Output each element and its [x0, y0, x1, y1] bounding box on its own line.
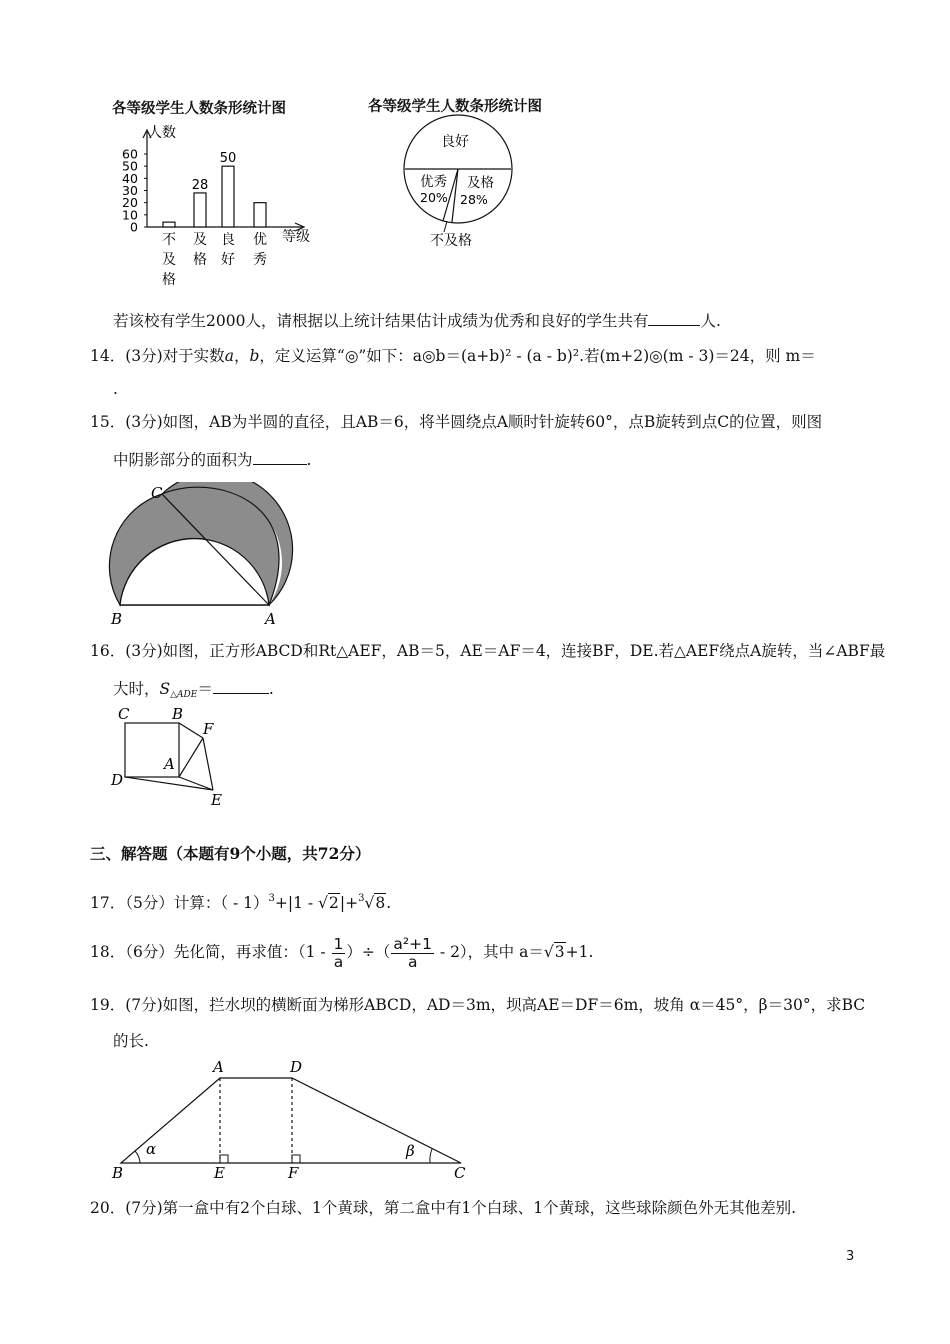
page-number: 3 [846, 1249, 855, 1264]
pie-label-good: 良好 [441, 134, 469, 150]
q19-label-a: A [213, 1058, 224, 1076]
bar-value-label: 28 [191, 177, 209, 193]
pie-chart-title: 各等级学生人数条形统计图 [368, 99, 542, 115]
q19-figure [108, 1057, 478, 1182]
question-14: 14．(3分)对于实数a，b，定义运算“◎”如下：a◎b＝(a+b)² - (a - b)².若(m+2)◎(m - 3)＝24，则 m＝ [90, 347, 816, 365]
pie-label-fail: 不及格 [430, 233, 472, 249]
bar-category-label: 及 [162, 252, 176, 268]
q13-tail: 若该校有学生2000人，请根据以上统计结果估计成绩为优秀和良好的学生共有 人. [113, 309, 721, 332]
q16-figure [108, 703, 238, 808]
bar-category-label: 良 [221, 232, 235, 248]
bar-chart-ytick-label: 50 [122, 158, 138, 174]
q19-label-e: E [214, 1164, 225, 1182]
q16-label-d: D [111, 771, 124, 789]
q19-label-c: C [454, 1164, 466, 1182]
q16-label-b: B [172, 705, 184, 723]
q16-label-c: C [118, 705, 130, 723]
q15-label-c: C [151, 484, 163, 502]
bar-chart-ytick-label: 10 [122, 207, 138, 223]
question-19-line2: 的长. [113, 1032, 149, 1050]
bar-4 [254, 203, 266, 227]
bar-1 [163, 222, 175, 227]
q19-label-alpha: α [146, 1140, 157, 1158]
q19-label-b: B [112, 1164, 124, 1182]
pie-label-excellent: 优秀 [420, 174, 447, 190]
question-15: 15．(3分)如图，AB为半圆的直径，且AB＝6，将半圆绕点A顺时针旋转60°，点B旋转到点C的位置，则图 [90, 413, 823, 431]
section-3-heading: 三、解答题（本题有9个小题，共72分） [90, 844, 371, 863]
bar-chart-xlabel: 等级 [282, 229, 310, 245]
question-18: 18．（6分）先化简，再求值：（1 - $\frac{1}{a}$ ）÷（ $\frac{\text{a²+1}}{a}$ - 2），其中 a＝√3+1. [90, 934, 594, 971]
bar-category-label: 优 [253, 232, 267, 248]
pie-label-pass: 及格 [467, 175, 494, 191]
bar-category-label: 好 [221, 252, 235, 268]
pie-chart [400, 112, 560, 262]
bar-chart-ytick-label: 60 [122, 146, 138, 162]
bar-chart-ytick-label: 40 [122, 170, 138, 186]
bar-chart-title: 各等级学生人数条形统计图 [112, 101, 286, 117]
question-17: 17．（5分）计算：（ - 1）$^3$+|1 - √2|+$^3$√8. [90, 893, 392, 912]
q15-label-a: A [265, 610, 276, 628]
q16-label-a: A [164, 755, 175, 773]
question-15-line2: 中阴影部分的面积为 . [113, 448, 311, 471]
q15-figure [105, 482, 305, 632]
q19-label-f: F [288, 1164, 299, 1182]
question-19: 19．(7分)如图，拦水坝的横断面为梯形ABCD，AD＝3m，坝高AE＝DF＝6m，坡角 α＝45°，β＝30°，求BC [90, 996, 866, 1014]
q19-label-beta: β [406, 1142, 415, 1160]
bar-chart [110, 120, 340, 300]
q19-label-d: D [290, 1058, 303, 1076]
pie-fail-pointer [444, 221, 447, 232]
question-16: 16．(3分)如图，正方形ABCD和Rt△AEF，AB＝5，AE＝AF＝4，连接BF，DE.若△AEF绕点A旋转，当∠ABF最 [90, 642, 886, 660]
pie-slice-divider-2 [452, 169, 458, 222]
q15-label-b: B [111, 610, 123, 628]
q16-label-e: E [211, 791, 222, 808]
bar-chart-ylabel: 人数 [148, 125, 176, 141]
pie-pct-pass: 28% [460, 192, 488, 207]
bar-chart-ytick-label: 30 [122, 183, 138, 198]
bar-category-label: 不 [162, 232, 176, 248]
question-14-line2: . [113, 380, 118, 398]
bar-chart-ytick-label: 0 [130, 219, 138, 235]
bar-2 [194, 193, 206, 227]
bar-category-label: 格 [193, 252, 207, 268]
question-16-line2: 大时，$S_{\triangle ADE}=$ . [113, 677, 274, 706]
bar-value-label: 50 [219, 151, 237, 167]
bar-category-label: 及 [193, 232, 207, 248]
bar-category-label: 秀 [253, 252, 267, 268]
pie-pct-excellent: 20% [420, 190, 448, 205]
question-20: 20．(7分)第一盒中有2个白球、1个黄球，第二盒中有1个白球、1个黄球，这些球除颜色外无其他差别. [90, 1199, 797, 1217]
q16-label-f: F [203, 720, 214, 738]
bar-category-label: 格 [162, 272, 176, 288]
bar-chart-ytick-label: 20 [122, 195, 138, 211]
bar-3 [222, 166, 234, 227]
